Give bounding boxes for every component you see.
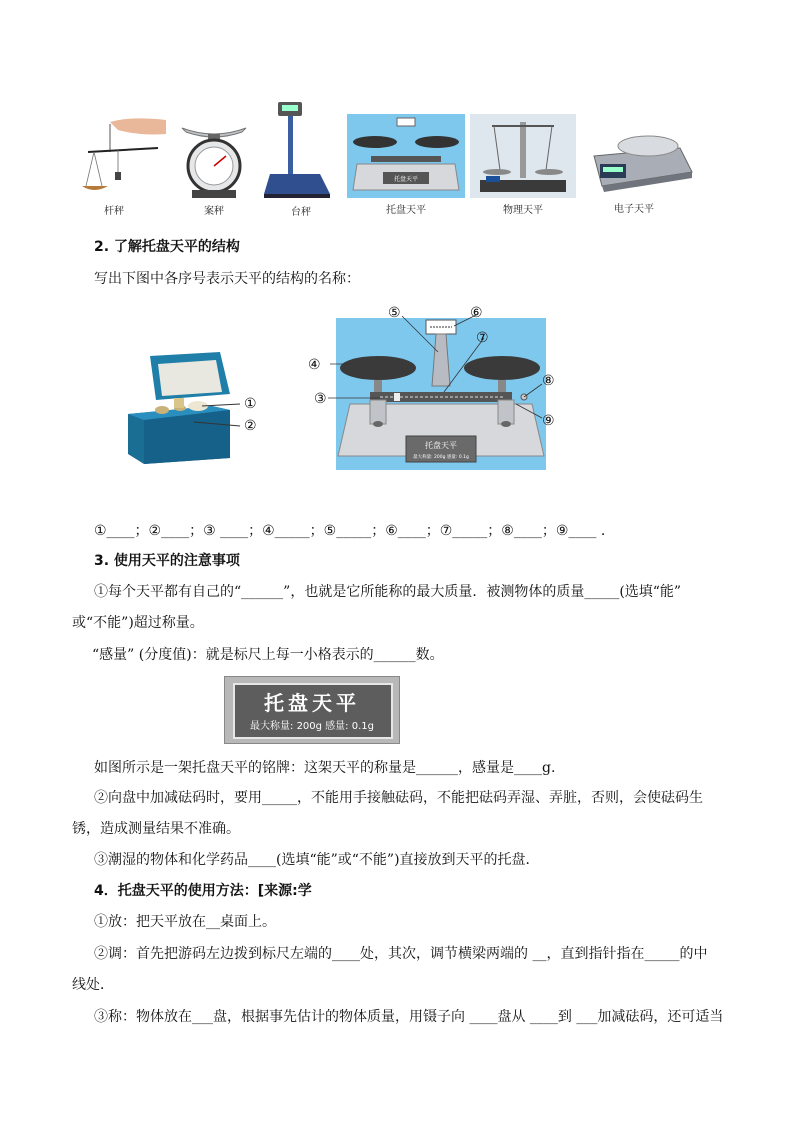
scales-row (80, 98, 720, 216)
marker-3: ③ (314, 391, 327, 407)
section-2-title: 2. 了解托盘天平的结构 (94, 239, 240, 255)
section-3-p1-line2: 或“不能”)超过称量。 (72, 615, 204, 631)
marker-8: ⑧ (542, 373, 555, 389)
section-3-p1-line1: ①每个天平都有自己的“______”，也就是它所能称的最大质量．被测物体的质量_____(选填“能” (94, 584, 682, 600)
section-4-p3: ③称：物体放在___盘，根据事先估计的物体质量，用镊子向 ____盘从 ____到 ___加减砝码，还可适当 (94, 1009, 724, 1025)
nameplate-image (224, 676, 400, 744)
caption-physical-balance: 物理天平 (503, 205, 543, 216)
section-3-p3: 如图所示是一架托盘天平的铭牌：这架天平的称量是______，感量是____g. (94, 760, 556, 776)
section-3-p5: ③潮湿的物体和化学药品____(选填“能”或“不能”)直接放到天平的托盘． (94, 852, 540, 868)
caption-tray-balance: 托盘天平 (386, 205, 426, 216)
caption-electronic-balance: 电子天平 (614, 204, 654, 215)
section-4-p2-line1: ②调：首先把游码左边拨到标尺左端的____处，其次，调节横梁两端的 __，直到指针指在_____的中 (94, 946, 708, 962)
caption-steelyard: 杆秤 (104, 206, 124, 217)
electronic-balance-image (580, 116, 695, 196)
nameplate-title: 托盘天平 (264, 691, 360, 715)
caption-platform-scale: 台秤 (291, 207, 311, 218)
balance-structure-diagram (310, 300, 560, 472)
section-4-p1: ①放：把天平放在__桌面上。 (94, 914, 276, 930)
marker-7: ⑦ (476, 330, 489, 346)
marker-6: ⑥ (470, 305, 483, 321)
section-3-p4-line2: 锈，造成测量结果不准确。 (72, 821, 240, 837)
section-3-p2: “感量” (分度值)：就是标尺上每一小格表示的______数。 (92, 647, 444, 663)
physical-balance-image (470, 114, 576, 198)
marker-2: ② (244, 418, 257, 434)
counter-scale-image (178, 120, 250, 200)
platform-scale-image (260, 98, 335, 202)
marker-9: ⑨ (542, 413, 555, 429)
section-3-p4-line1: ②向盘中加减砝码时，要用_____，不能用手接触砝码，不能把砝码弄湿、弄脏，否则，会使砝码生 (94, 790, 703, 806)
section-3-title: 3. 使用天平的注意事项 (94, 553, 240, 569)
section-4-title: 4．托盘天平的使用方法：[来源:学 (94, 883, 312, 899)
section-4-p2-line2: 线处． (72, 977, 114, 993)
marker-5: ⑤ (388, 305, 401, 321)
caption-counter-scale: 案秤 (204, 206, 224, 217)
nameplate-sub: 最大称量: 200g 感量: 0.1g (250, 721, 374, 732)
tray-balance-image (347, 114, 465, 198)
structure-answer-line: ①____；②____；③ ____；④_____；⑤_____；⑥____；⑦_____；⑧____；⑨____ . (94, 523, 606, 539)
marker-1: ① (244, 396, 257, 412)
diagram-plate-sub: 最大称量: 200g 感量: 0.1g (413, 455, 469, 460)
section-2-prompt: 写出下图中各序号表示天平的结构的名称： (94, 271, 360, 287)
steelyard-image (80, 108, 170, 203)
diagram-plate-title: 托盘天平 (425, 441, 457, 450)
marker-4: ④ (308, 357, 321, 373)
tray-balance-plate-text: 托盘天平 (393, 176, 419, 183)
